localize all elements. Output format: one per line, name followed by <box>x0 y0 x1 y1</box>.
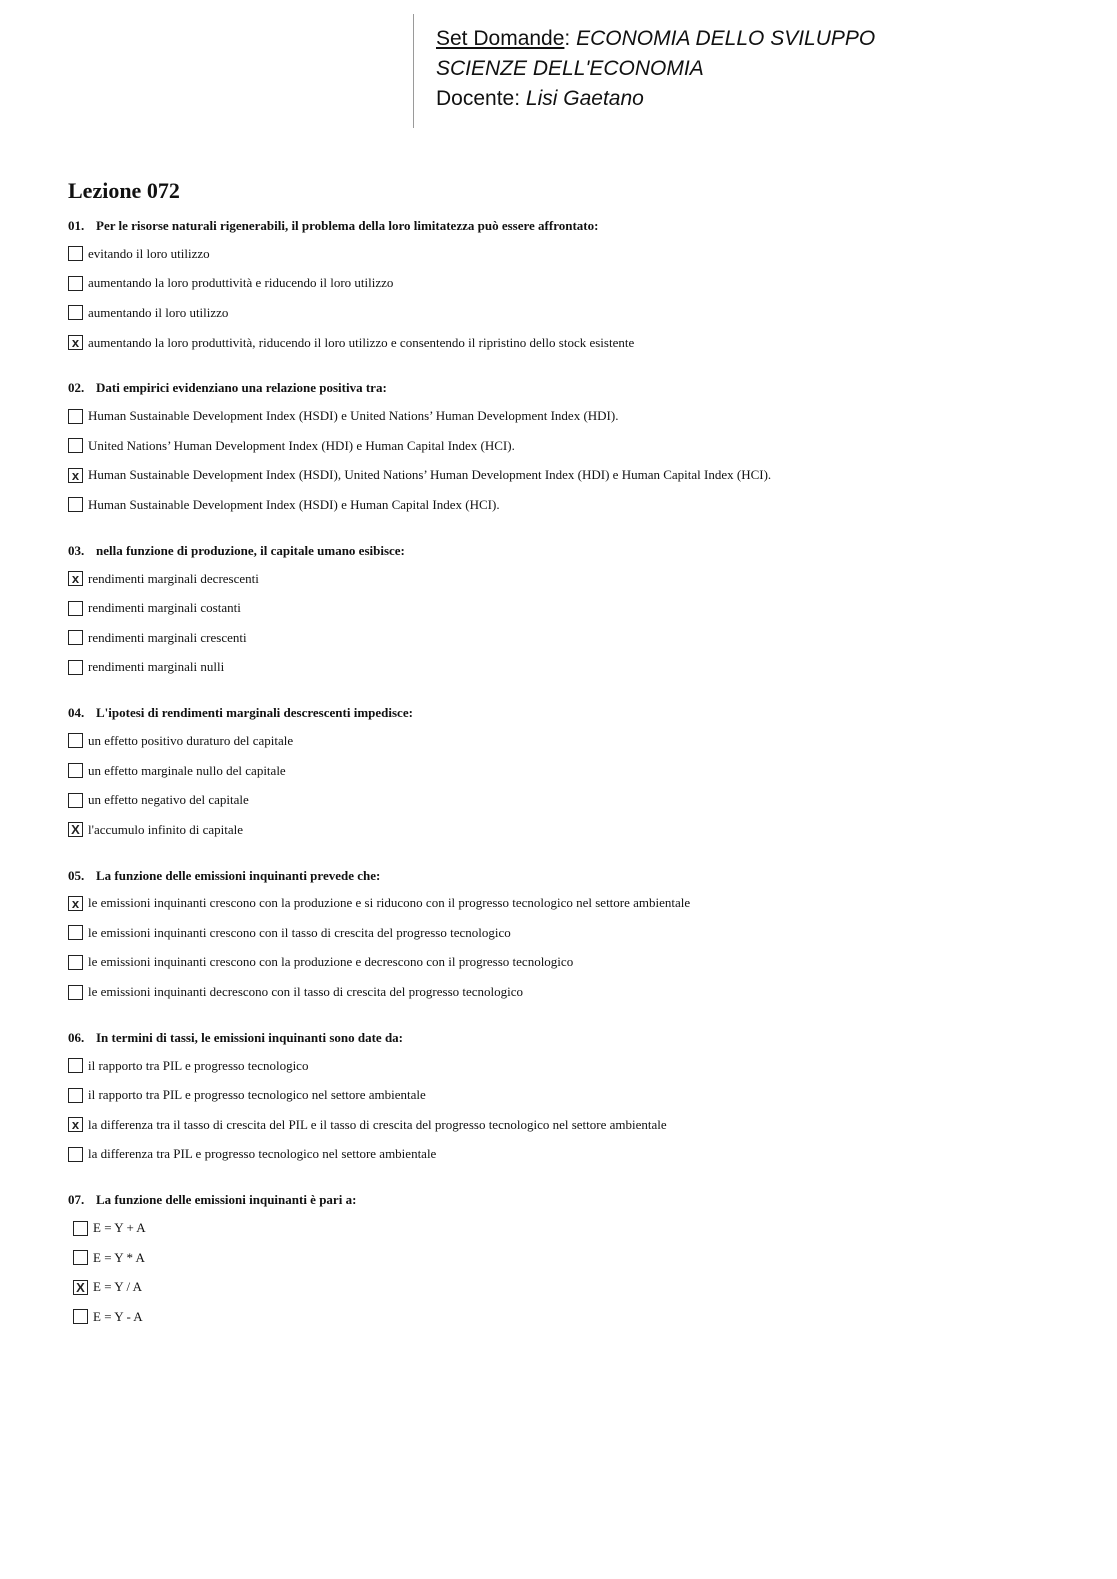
question-number: 02. <box>68 380 85 396</box>
checkbox-icon[interactable] <box>68 660 83 675</box>
answer-option[interactable] <box>68 239 1068 269</box>
answer-option-label: E = Y / A <box>93 1279 142 1295</box>
question-block <box>68 538 1068 682</box>
question-number: 06. <box>68 1029 85 1045</box>
answer-option-label: E = Y + A <box>93 1220 146 1236</box>
answer-option-label: il rapporto tra PIL e progresso tecnologico <box>88 1057 309 1073</box>
answer-option[interactable] <box>68 948 1068 978</box>
answer-option[interactable] <box>68 564 1068 594</box>
answer-option-label: il rapporto tra PIL e progresso tecnologico nel settore ambientale <box>88 1087 426 1103</box>
checked-checkbox-icon[interactable]: x <box>68 468 83 483</box>
answer-option[interactable] <box>68 918 1068 948</box>
checkbox-icon[interactable] <box>68 793 83 808</box>
question-block <box>68 213 1068 357</box>
checkbox-icon[interactable] <box>68 763 83 778</box>
answer-option-label: rendimenti marginali crescenti <box>88 629 247 645</box>
answer-option-label: le emissioni inquinanti crescono con la produzione e decrescono con il progresso tecnologico <box>88 954 574 970</box>
checkbox-icon[interactable] <box>68 985 83 1000</box>
answer-option[interactable] <box>68 756 1068 786</box>
answer-option-label: un effetto marginale nullo del capitale <box>88 762 286 778</box>
answer-option[interactable] <box>68 1272 1068 1302</box>
question-text: Per le risorse naturali rigenerabili, il problema della loro limitatezza può essere affrontato: <box>96 218 599 233</box>
answer-option[interactable] <box>68 269 1068 299</box>
answer-option-label: un effetto negativo del capitale <box>88 792 249 808</box>
checkbox-icon[interactable] <box>68 630 83 645</box>
question-block <box>68 1187 1068 1331</box>
checked-checkbox-icon[interactable]: x <box>68 335 83 350</box>
answer-option-label: Human Sustainable Development Index (HSDI) e Human Capital Index (HCI). <box>88 496 500 512</box>
header-course-line <box>436 24 875 54</box>
answer-option[interactable] <box>68 1302 1068 1332</box>
header-teacher-line <box>436 84 875 114</box>
answer-option[interactable] <box>68 1243 1068 1273</box>
answer-option[interactable] <box>68 328 1068 358</box>
checkbox-icon[interactable] <box>68 276 83 291</box>
question-text: nella funzione di produzione, il capitale umano esibisce: <box>96 542 405 558</box>
checkbox-icon[interactable] <box>68 955 83 970</box>
answer-option[interactable] <box>68 401 1068 431</box>
question-block <box>68 1025 1068 1169</box>
answer-option-label: rendimenti marginali costanti <box>88 600 241 616</box>
answer-option[interactable] <box>68 1213 1068 1243</box>
question-title <box>68 213 1068 239</box>
answer-option[interactable] <box>68 815 1068 845</box>
checkbox-icon[interactable] <box>68 305 83 320</box>
checkbox-icon[interactable] <box>68 925 83 940</box>
checked-checkbox-icon[interactable]: x <box>68 571 83 586</box>
answer-option[interactable] <box>68 977 1068 1007</box>
question-title <box>68 700 1068 726</box>
answer-option-label: E = Y * A <box>93 1249 145 1265</box>
answer-option[interactable] <box>68 623 1068 653</box>
answer-option-label: un effetto positivo duraturo del capitale <box>88 732 294 748</box>
answer-option-label: rendimenti marginali decrescenti <box>88 570 259 586</box>
checkbox-icon[interactable] <box>68 1058 83 1073</box>
question-title <box>68 1025 1068 1051</box>
question-block <box>68 700 1068 844</box>
question-text: La funzione delle emissioni inquinanti prevede che: <box>96 867 381 883</box>
header-faculty-line <box>436 54 875 84</box>
answer-option[interactable] <box>68 653 1068 683</box>
answer-option[interactable] <box>68 1051 1068 1081</box>
question-text: L'ipotesi di rendimenti marginali descrescenti impedisce: <box>96 705 413 721</box>
answer-option-label: la differenza tra PIL e progresso tecnologico nel settore ambientale <box>88 1146 437 1162</box>
answer-option-label: E = Y - A <box>93 1308 143 1324</box>
set-label: Set Domande <box>436 27 565 50</box>
question-text: La funzione delle emissioni inquinanti è pari a: <box>96 1192 357 1208</box>
answer-option-label: United Nations’ Human Development Index (HDI) e Human Capital Index (HCI). <box>88 437 515 453</box>
question-number: 05. <box>68 867 85 883</box>
question-title <box>68 538 1068 564</box>
question-text: Dati empirici evidenziano una relazione positiva tra: <box>96 380 387 396</box>
answer-option-label: aumentando la loro produttività e riducendo il loro utilizzo <box>88 275 394 291</box>
answer-option[interactable] <box>68 785 1068 815</box>
question-number: 07. <box>68 1192 85 1208</box>
question-block <box>68 375 1068 519</box>
checkbox-icon[interactable] <box>73 1221 88 1236</box>
checked-checkbox-icon[interactable]: X <box>68 822 83 837</box>
question-block <box>68 863 1068 1007</box>
checked-checkbox-icon[interactable]: X <box>73 1280 88 1295</box>
answer-option[interactable] <box>68 1140 1068 1170</box>
answer-option[interactable] <box>68 726 1068 756</box>
checkbox-icon[interactable] <box>73 1309 88 1324</box>
checkbox-icon[interactable] <box>68 438 83 453</box>
question-text: In termini di tassi, le emissioni inquinanti sono date da: <box>96 1029 403 1045</box>
faculty-name: SCIENZE DELL'ECONOMIA <box>436 57 704 80</box>
checkbox-icon[interactable] <box>73 1250 88 1265</box>
document-header <box>436 24 875 114</box>
question-number: 03. <box>68 542 85 558</box>
answer-option-label: Human Sustainable Development Index (HSDI) e United Nations’ Human Development Index (HDI). <box>88 408 619 424</box>
answer-option[interactable] <box>68 1080 1068 1110</box>
answer-option[interactable] <box>68 461 1068 491</box>
answer-option-label: l'accumulo infinito di capitale <box>88 821 244 837</box>
answer-option-label: evitando il loro utilizzo <box>88 245 210 261</box>
answer-option-label: aumentando il loro utilizzo <box>88 304 229 320</box>
answer-option[interactable] <box>68 431 1068 461</box>
answer-option[interactable] <box>68 593 1068 623</box>
course-name: ECONOMIA DELLO SVILUPPO <box>576 27 876 50</box>
set-colon: : <box>564 27 571 50</box>
teacher-name: Lisi Gaetano <box>525 87 644 110</box>
lesson-title: Lezione 072 <box>68 178 180 203</box>
answer-option-label: Human Sustainable Development Index (HSDI), United Nations’ Human Development Index (HDI) e Human Capital Index (HCI). <box>88 467 772 483</box>
answer-option-label: rendimenti marginali nulli <box>88 659 225 675</box>
question-number: 01. <box>68 218 85 233</box>
answer-option-label: aumentando la loro produttività, riducendo il loro utilizzo e consentendo il ripristino dello stock esistente <box>88 334 635 350</box>
checkbox-icon[interactable] <box>68 409 83 424</box>
checkbox-icon[interactable] <box>68 497 83 512</box>
checkbox-icon[interactable] <box>68 1088 83 1103</box>
question-list <box>68 213 1068 1350</box>
answer-option[interactable] <box>68 889 1068 919</box>
question-number: 04. <box>68 705 85 721</box>
answer-option[interactable] <box>68 298 1068 328</box>
answer-option[interactable] <box>68 490 1068 520</box>
question-title <box>68 1187 1068 1213</box>
question-title <box>68 375 1068 401</box>
question-title <box>68 863 1068 889</box>
checkbox-icon[interactable] <box>68 246 83 261</box>
answer-option[interactable] <box>68 1110 1068 1140</box>
checked-checkbox-icon[interactable]: x <box>68 1117 83 1132</box>
teacher-label: Docente: <box>436 87 521 110</box>
answer-option-label: le emissioni inquinanti crescono con la produzione e si riducono con il progresso tecnologico nel settore ambientale <box>88 895 691 911</box>
checkbox-icon[interactable] <box>68 601 83 616</box>
checkbox-icon[interactable] <box>68 1147 83 1162</box>
answer-option-label: le emissioni inquinanti crescono con il tasso di crescita del progresso tecnologico <box>88 924 511 940</box>
answer-option-label: le emissioni inquinanti decrescono con il tasso di crescita del progresso tecnologico <box>88 984 524 1000</box>
checkbox-icon[interactable] <box>68 733 83 748</box>
header-divider <box>413 14 414 128</box>
answer-option-label: la differenza tra il tasso di crescita del PIL e il tasso di crescita del progresso tecnologico nel settore ambientale <box>88 1116 667 1132</box>
checked-checkbox-icon[interactable]: x <box>68 896 83 911</box>
